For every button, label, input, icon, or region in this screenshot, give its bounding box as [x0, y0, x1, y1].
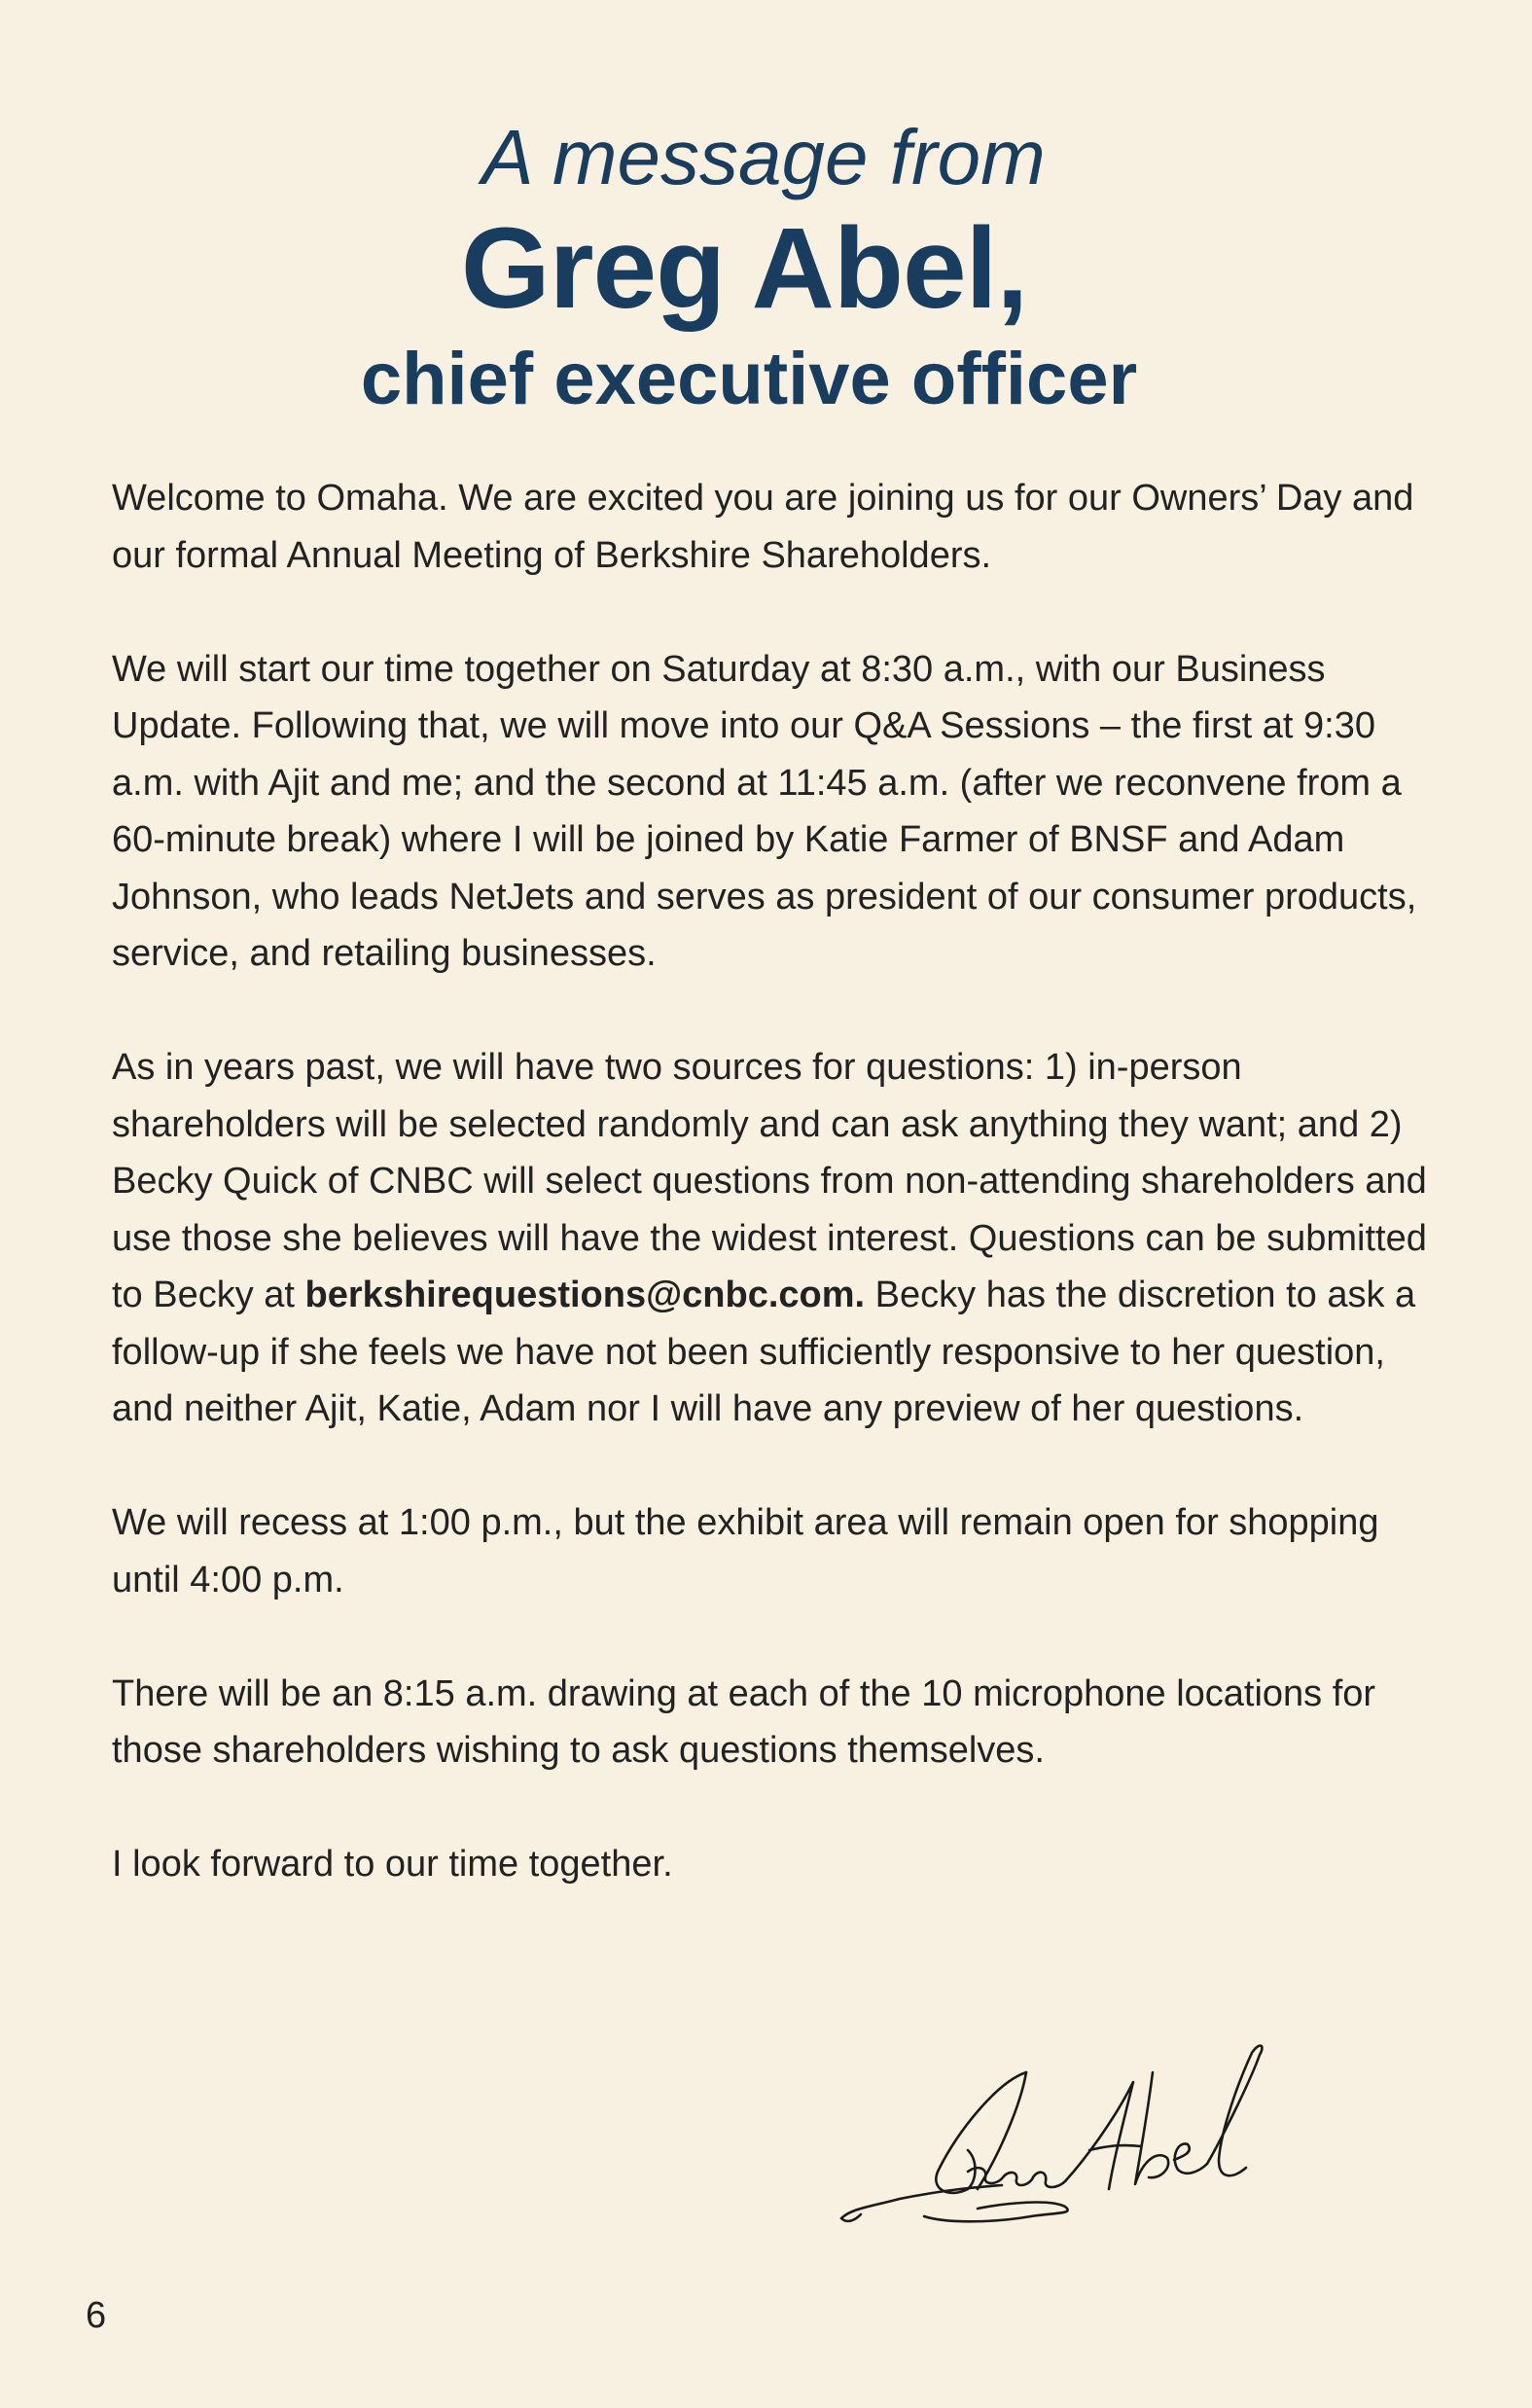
questions-text-end: Becky has the discretion to ask a follow-up if she feels we have not been sufficiently responsive to her question, and neither Ajit, Katie, Adam nor I will have any preview of her questions. [112, 1275, 1416, 1429]
paragraph-recess: We will recess at 1:00 p.m., but the exhibit area will remain open for shopping until 4:00 p.m. [112, 1502, 1379, 1600]
signature-image [832, 2043, 1367, 2238]
header-intro: A message from [481, 114, 1046, 200]
page-number: 6 [86, 2295, 107, 2336]
page-header [0, 109, 1488, 428]
paragraph-drawing: There will be an 8:15 a.m. drawing at each of the 10 microphone locations for those shareholders wishing to ask questions themselves. [112, 1672, 1376, 1771]
email-link[interactable]: berkshirequestions@cnbc.com. [304, 1275, 866, 1315]
paragraph-closing: I look forward to our time together. [112, 1844, 673, 1885]
header-title: chief executive officer [360, 338, 1138, 420]
paragraph-schedule: We will start our time together on Saturday at 8:30 a.m., with our Business Update. Following that, we will move into our Q&A Sessions – the first at 9:30 a.m. with Ajit and me; and the second at 11:45 a.m. (after we reconvene from a 60-minute break) where I will be joined by Katie Farmer of BNSF and Adam Johnson, who leads NetJets and serves as president of our consumer products, service, and retailing businesses. [112, 648, 1417, 974]
header-name: Greg Abel, [460, 204, 1028, 333]
questions-text-start: As in years past, we will have two sources for questions: 1) in-person shareholders will be selected randomly and can ask anything they want; and 2) Becky Quick of CNBC will select questions from non-attending shareholders and use those she believes will have the widest interest. Questions can be submitted to Becky at [112, 1047, 1427, 1315]
letter-body [112, 470, 1435, 1893]
paragraph-welcome: Welcome to Omaha. We are excited you are joining us for our Owners’ Day and our formal Annual Meeting of Berkshire Shareholders. [112, 478, 1414, 576]
paragraph-questions [112, 1039, 1435, 1438]
